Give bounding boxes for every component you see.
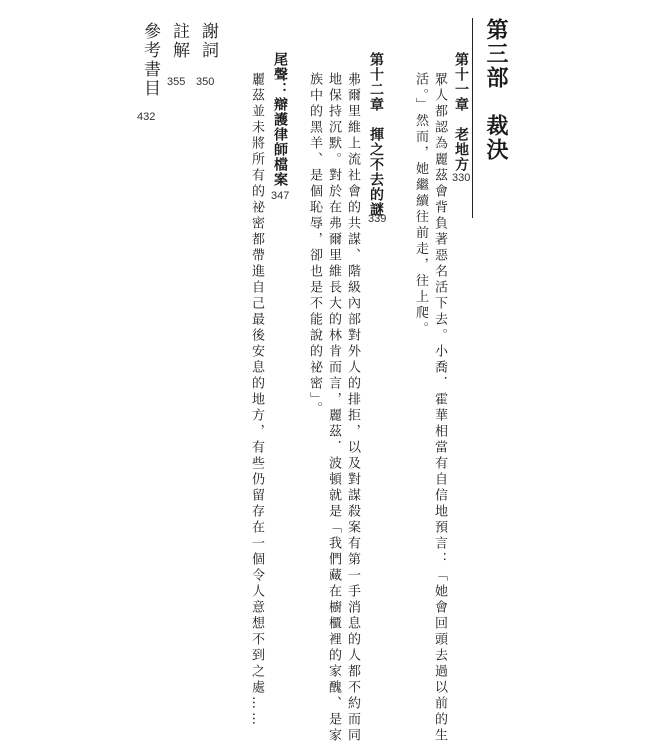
chapter-11-title: 第十一章 老地方 <box>453 52 469 172</box>
chapter-12-title: 第十二章 揮之不去的謎 <box>368 52 384 217</box>
acknowledgments-page[interactable]: 350 <box>196 76 215 88</box>
chapter-12-line-1: 弗爾里維上流社會的共謀、階級內部對外人的排拒，以及對謀殺案有第一手消息的人都不約而同 <box>345 72 360 744</box>
epilogue-title: 尾聲：辯護律師檔案 <box>272 52 288 187</box>
chapter-11-page[interactable]: 330 <box>452 172 471 184</box>
chapter-11-line-1: 眾人都認為麗茲會背負著惡名活下去。小喬．霍華相當有自信地預言：「她會回頭去過以前的生 <box>432 72 447 744</box>
notes-label: 註解 <box>169 22 189 60</box>
chapter-12-page[interactable]: 339 <box>368 213 387 225</box>
chapter-12-line-3: 族中的黑羊、是個恥辱，卻也是不能說的祕密」。 <box>307 72 322 418</box>
epilogue-page[interactable]: 347 <box>271 190 290 202</box>
acknowledgments-label: 謝詞 <box>198 22 218 60</box>
part-title: 第三部 裁決 <box>483 18 508 162</box>
bibliography-page[interactable]: 432 <box>137 111 156 123</box>
chapter-11-summary <box>411 72 449 744</box>
part-divider <box>472 18 473 218</box>
bibliography-label: 參考書目 <box>140 22 160 98</box>
epilogue-line-1: 麗茲並未將所有的祕密都帶進自己最後安息的地方，有些仍留存在一個令人意想不到之處…… <box>249 72 264 728</box>
notes-page[interactable]: 355 <box>167 76 186 88</box>
chapter-12-summary <box>305 72 362 744</box>
epilogue-summary <box>247 72 266 728</box>
chapter-11-line-2: 活。」然而，她繼續往前走，往上爬。 <box>413 72 428 338</box>
chapter-12-line-2: 地保持沉默。對於在弗爾里維長大的林肯而言，麗茲．波頓就是「我們藏在櫥櫃裡的家醜、是家 <box>326 72 341 744</box>
